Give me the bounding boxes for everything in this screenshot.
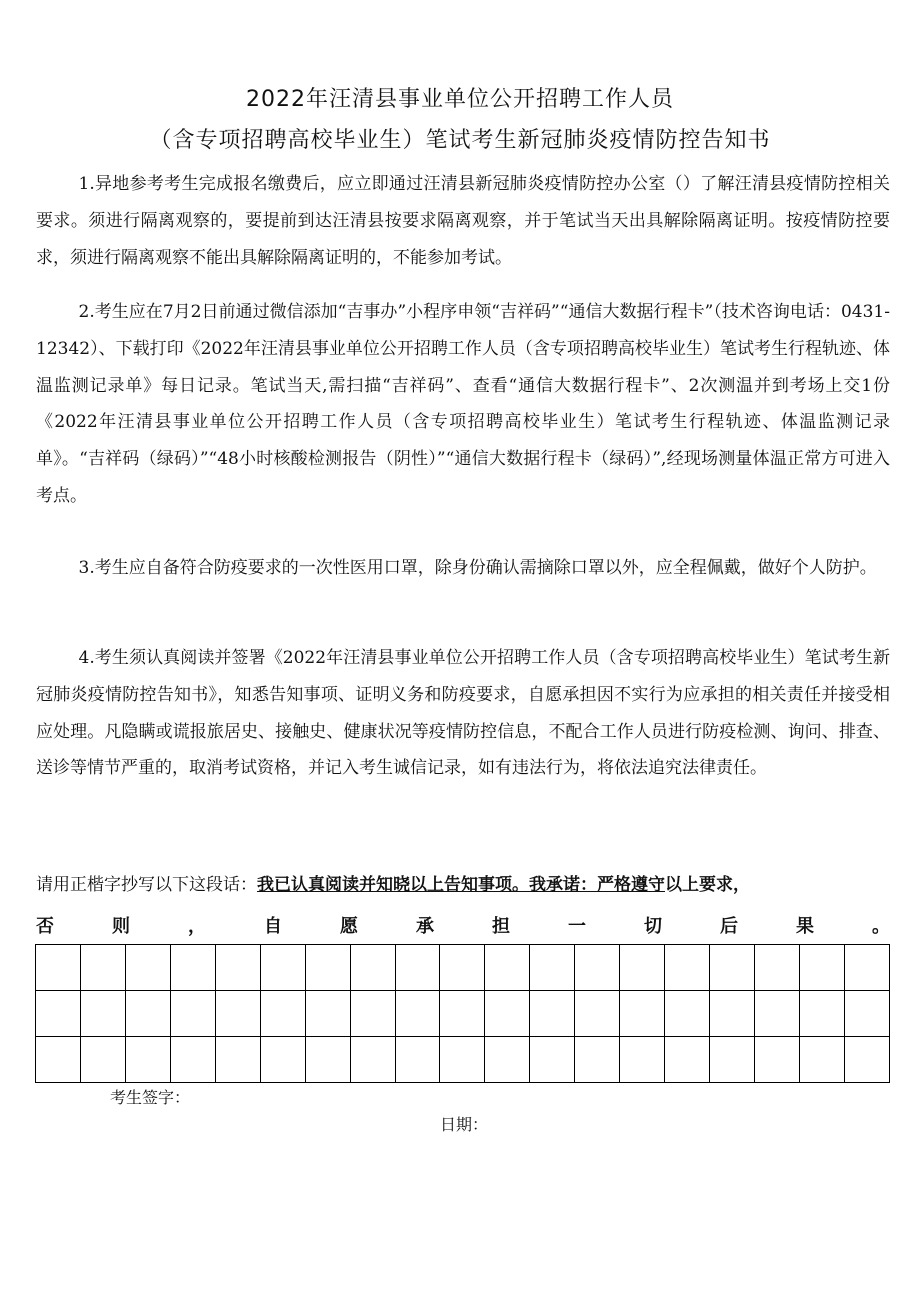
grid-row [36,945,890,991]
copy-second-line-char: 后 [720,916,738,937]
grid-cell[interactable] [36,1037,81,1083]
copy-second-line-char: 承 [416,916,434,937]
copy-second-line-char: 担 [492,916,510,937]
grid-cell[interactable] [80,1037,125,1083]
grid-cell[interactable] [170,1037,215,1083]
grid-cell[interactable] [799,991,844,1037]
copy-second-line-char: 否 [36,916,54,937]
grid-cell[interactable] [305,945,350,991]
grid-cell[interactable] [575,945,620,991]
grid-cell[interactable] [755,945,800,991]
grid-cell[interactable] [665,945,710,991]
grid-cell[interactable] [395,991,440,1037]
copy-instruction-underlined: 我已认真阅读并知晓以上告知事项。我承诺：严格遵守 [257,875,665,895]
signature-label: 考生签字： [110,1088,191,1107]
title-line-2: （含专项招聘高校毕业生）笔试考生新冠肺炎疫情防控告知书 [149,128,771,153]
grid-cell[interactable] [36,991,81,1037]
grid-cell[interactable] [215,991,260,1037]
grid-cell[interactable] [485,1037,530,1083]
copy-second-line [36,912,890,938]
grid-cell[interactable] [350,1037,395,1083]
grid-cell[interactable] [665,991,710,1037]
grid-cell[interactable] [844,1037,889,1083]
grid-cell[interactable] [799,1037,844,1083]
grid-cell[interactable] [440,1037,485,1083]
grid-cell[interactable] [844,991,889,1037]
grid-cell[interactable] [125,991,170,1037]
title-line-1: 2022年汪清县事业单位公开招聘工作人员 [246,87,674,112]
grid-cell[interactable] [395,945,440,991]
paragraph-4: 4.考生须认真阅读并签署《2022年汪清县事业单位公开招聘工作人员（含专项招聘高校毕业生）笔试考生新冠肺炎疫情防控告知书》，知悉告知事项、证明义务和防疫要求，自愿承担因不实行为应承担的相关责任并接受相应处理。凡隐瞒或谎报旅居史、接触史、健康状况等疫情防控信息，不配合工作人员进行防疫检测、询问、排查、送诊等情节严重的，取消考试资格，并记入考生诚信记录，如有违法行为，将依法追究法律责任。 [36,648,890,779]
copy-second-line-char: 则 [112,916,130,937]
copy-instruction [36,870,890,895]
copy-second-line-char: ， [188,916,206,937]
grid-cell[interactable] [350,991,395,1037]
grid-cell[interactable] [530,1037,575,1083]
grid-cell[interactable] [575,991,620,1037]
grid-cell[interactable] [440,945,485,991]
grid-cell[interactable] [125,1037,170,1083]
grid-cell[interactable] [395,1037,440,1083]
grid-cell[interactable] [170,991,215,1037]
grid-cell[interactable] [305,991,350,1037]
grid-cell[interactable] [665,1037,710,1083]
copy-instruction-bold: 以上要求， [665,875,750,895]
date-label: 日期： [440,1115,489,1134]
handwriting-grid [35,944,890,1083]
grid-cell[interactable] [36,945,81,991]
grid-cell[interactable] [350,945,395,991]
copy-second-line-char: 切 [644,916,662,937]
grid-cell[interactable] [485,945,530,991]
grid-cell[interactable] [844,945,889,991]
grid-cell[interactable] [530,991,575,1037]
grid-cell[interactable] [260,1037,305,1083]
copy-instruction-prefix: 请用正楷字抄写以下这段话： [36,875,257,895]
copy-second-line-char: 一 [568,916,586,937]
grid-row [36,991,890,1037]
grid-cell[interactable] [620,1037,665,1083]
grid-cell[interactable] [305,1037,350,1083]
grid-cell[interactable] [710,1037,755,1083]
grid-cell[interactable] [80,991,125,1037]
copy-second-line-char: 果 [796,916,814,937]
grid-cell[interactable] [215,1037,260,1083]
grid-cell[interactable] [125,945,170,991]
grid-cell[interactable] [215,945,260,991]
grid-cell[interactable] [575,1037,620,1083]
grid-cell[interactable] [485,991,530,1037]
grid-cell[interactable] [799,945,844,991]
grid-cell[interactable] [440,991,485,1037]
copy-second-line-char: 愿 [340,916,358,937]
grid-cell[interactable] [620,991,665,1037]
paragraph-2: 2.考生应在7月2日前通过微信添加“吉事办”小程序申领“吉祥码”“通信大数据行程卡”（技术咨询电话：0431-12342）、下载打印《2022年汪清县事业单位公开招聘工作人员（含专项招聘高校毕业生）笔试考生行程轨迹、体温监测记录单》每日记录。笔试当天,需扫描“吉祥码”、查看“通信大数据行程卡”、2次测温并到考场上交1份《2022年汪清县事业单位公开招聘工作人员（含专项招聘高校毕业生）笔试考生行程轨迹、体温监测记录单》。“吉祥码（绿码）”“48小时核酸检测报告（阴性）”“通信大数据行程卡（绿码）”,经现场测量体温正常方可进入考点。 [36,302,890,506]
grid-cell[interactable] [710,991,755,1037]
grid-cell[interactable] [755,991,800,1037]
grid-cell[interactable] [170,945,215,991]
grid-cell[interactable] [260,991,305,1037]
grid-row [36,1037,890,1083]
paragraph-3: 3.考生应自备符合防疫要求的一次性医用口罩，除身份确认需摘除口罩以外，应全程佩戴，做好个人防护。 [78,558,877,578]
grid-cell[interactable] [755,1037,800,1083]
grid-cell[interactable] [710,945,755,991]
grid-cell[interactable] [620,945,665,991]
grid-cell[interactable] [260,945,305,991]
grid-cell[interactable] [80,945,125,991]
grid-cell[interactable] [530,945,575,991]
paragraph-1: 1.异地参考考生完成报名缴费后，应立即通过汪清县新冠肺炎疫情防控办公室（）了解汪清县疫情防控相关要求。须进行隔离观察的，要提前到达汪清县按要求隔离观察，并于笔试当天出具解除隔离证明。按疫情防控要求，须进行隔离观察不能出具解除隔离证明的，不能参加考试。 [36,174,890,268]
copy-second-line-char: 自 [264,916,282,937]
copy-second-line-char: 。 [872,916,890,937]
